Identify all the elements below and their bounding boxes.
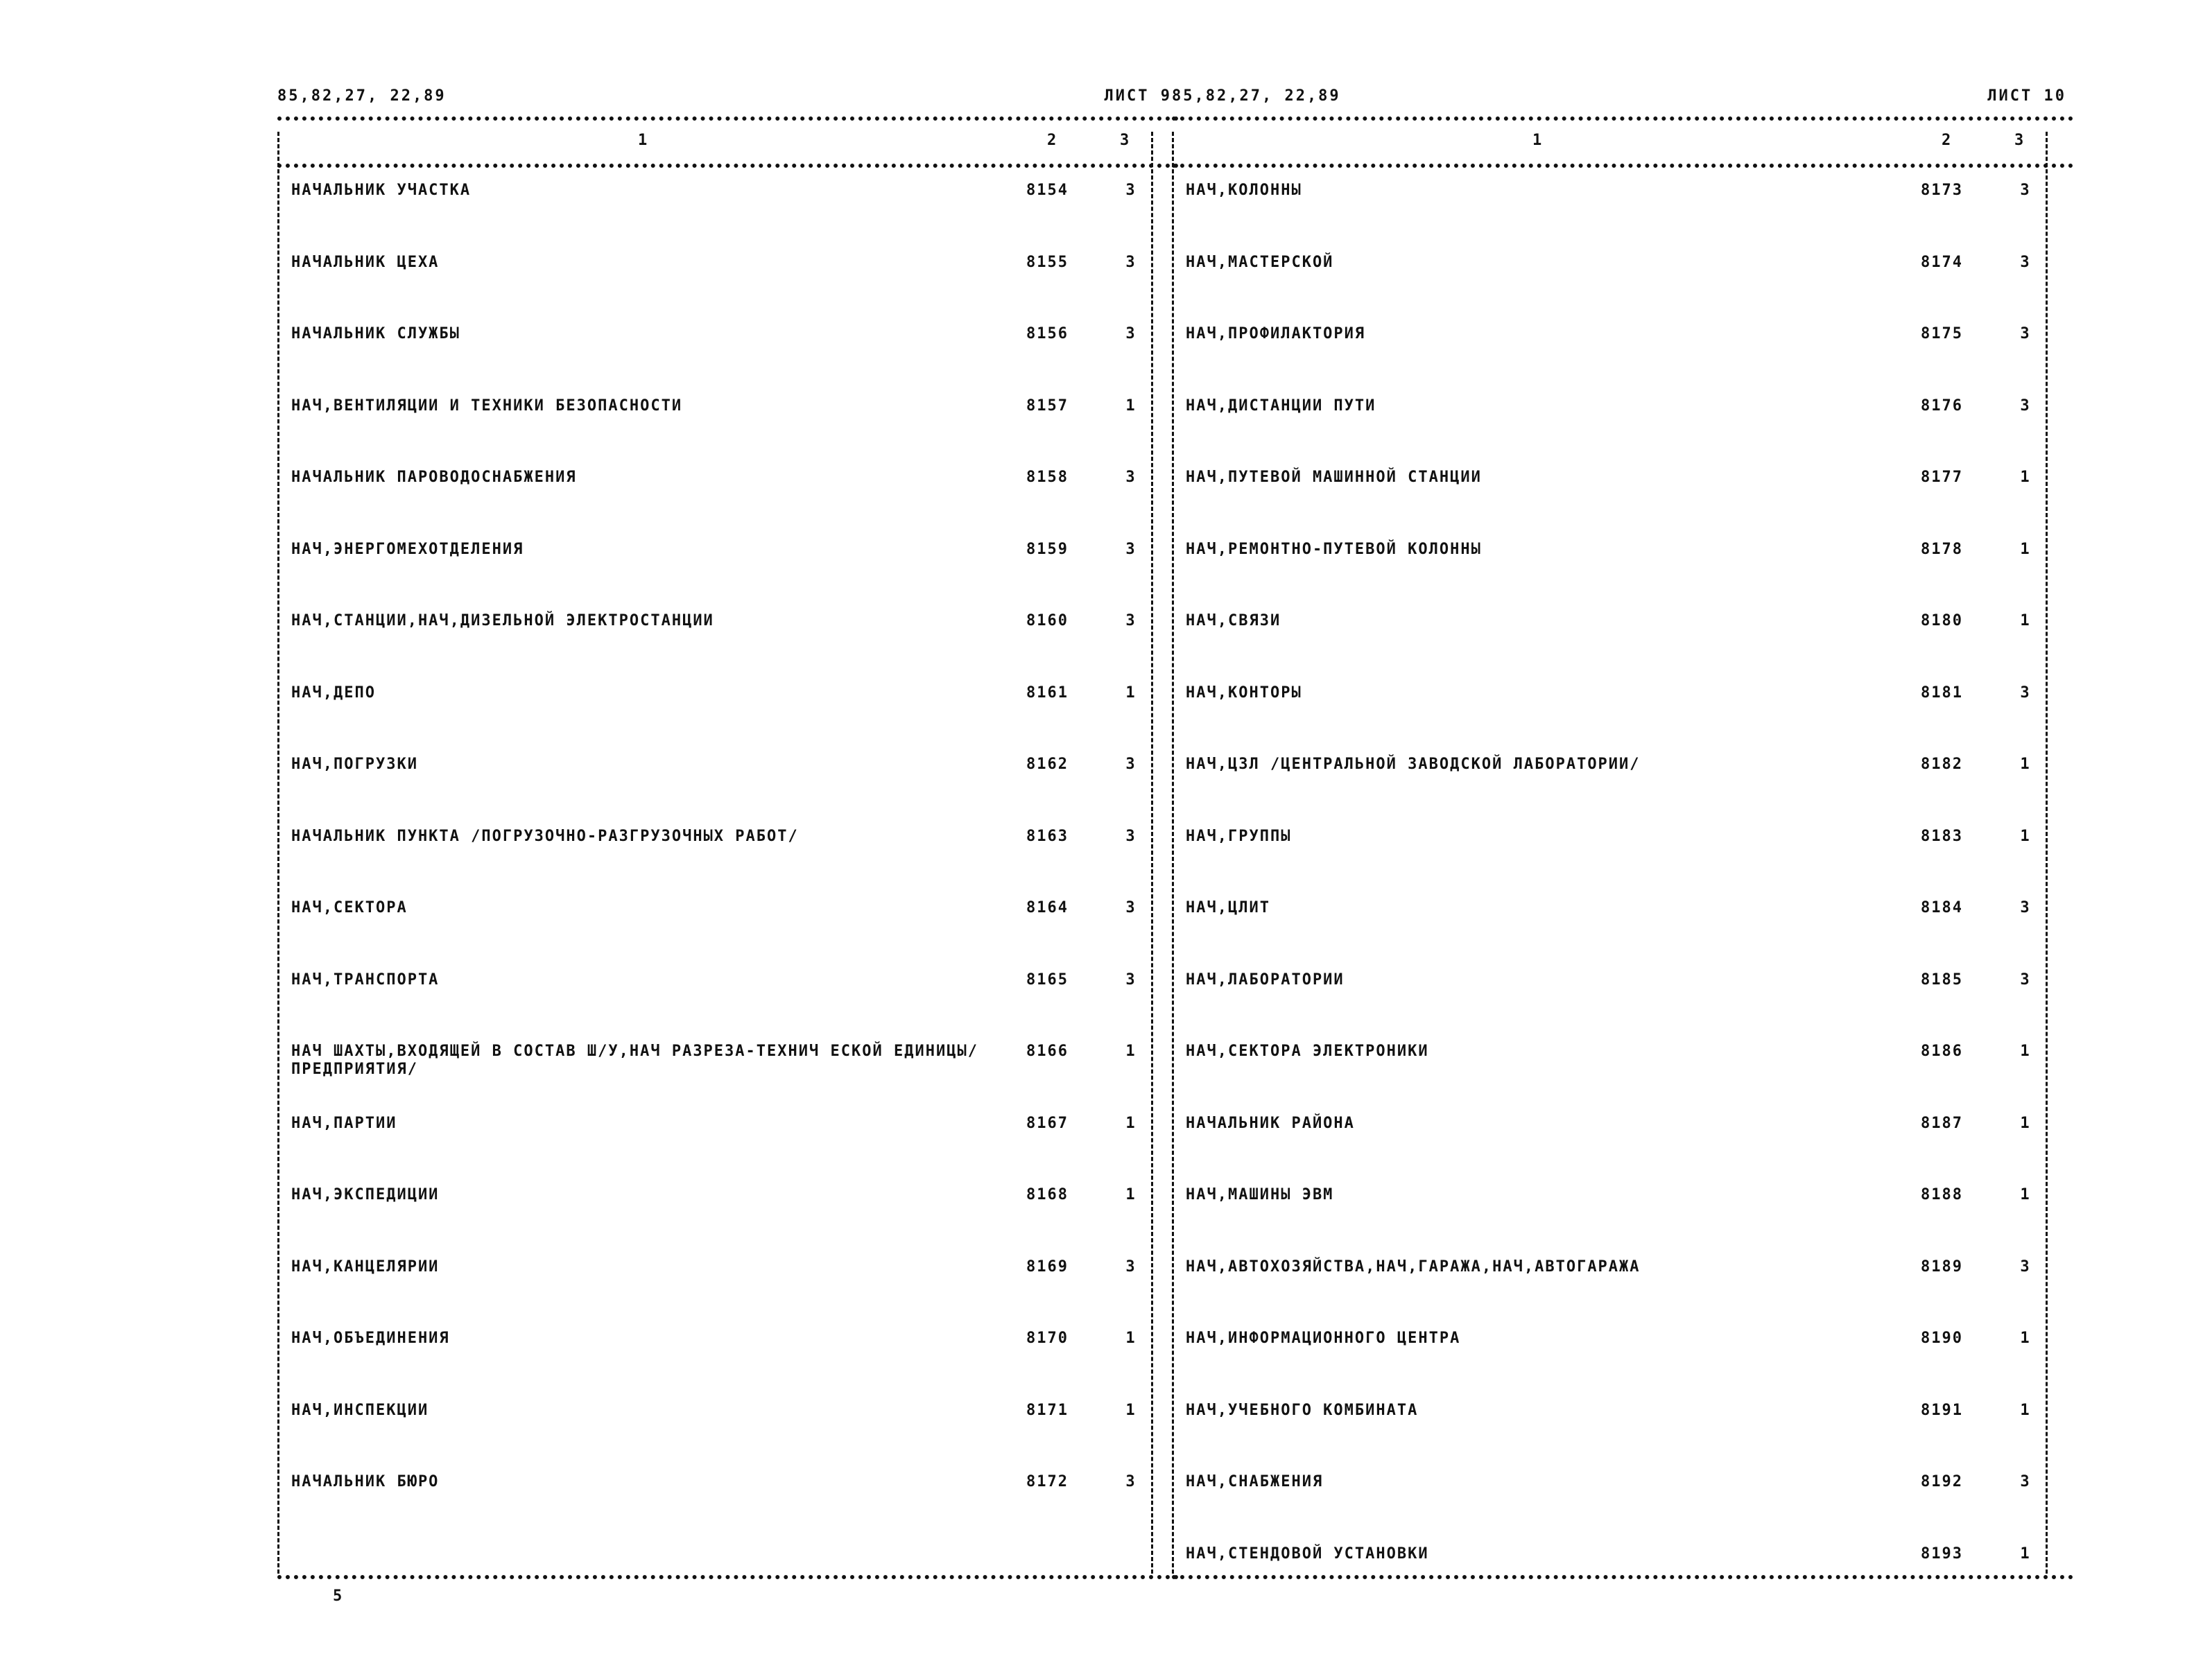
position-name: НАЧАЛЬНИК ПУНКТА /ПОГРУЗОЧНО-РАЗГРУЗОЧНЫХ РАБОТ/: [291, 827, 799, 845]
category-number: 3: [1125, 182, 1135, 199]
position-name: НАЧ,КАНЦЕЛЯРИИ: [291, 1258, 440, 1276]
position-name: НАЧ,ЦЛИТ: [1186, 899, 1270, 916]
column-header-1: 1: [638, 132, 648, 149]
category-number: 3: [1125, 899, 1135, 916]
category-number: 3: [2020, 899, 2030, 916]
category-number: 3: [2020, 1258, 2030, 1276]
position-name: НАЧ,ЭНЕРГОМЕХОТДЕЛЕНИЯ: [291, 540, 524, 558]
table-row: [1172, 1473, 2073, 1536]
category-number: 1: [1125, 1401, 1135, 1419]
table-row: [277, 828, 1179, 890]
table-row: [1172, 1115, 2073, 1177]
position-name: НАЧ,ГРУППЫ: [1186, 827, 1292, 845]
position-code: 8169: [1026, 1258, 1069, 1276]
position-code: 8158: [1026, 469, 1069, 486]
position-code: 8155: [1026, 253, 1069, 271]
sheet-number: ЛИСТ 10: [1987, 87, 2066, 105]
position-name: НАЧ,ТРАНСПОРТА: [291, 971, 440, 989]
position-name: НАЧАЛЬНИК ПАРОВОДОСНАБЖЕНИЯ: [291, 469, 577, 486]
position-code: 8165: [1026, 971, 1069, 989]
position-name: НАЧ,ОБЪЕДИНЕНИЯ: [291, 1330, 450, 1347]
position-code: 8185: [1921, 971, 1963, 989]
category-number: 3: [2020, 397, 2030, 415]
position-code: 8173: [1921, 182, 1963, 199]
column-header-2: 2: [1047, 132, 1057, 149]
position-name: НАЧ,КОЛОННЫ: [1186, 182, 1302, 199]
position-name: НАЧ ШАХТЫ,ВХОДЯЩЕЙ В СОСТАВ Ш/У,НАЧ РАЗРЕЗА-ТЕХНИЧ ЕСКОЙ ЕДИНИЦЫ/ПРЕДПРИЯТИЯ/: [291, 1043, 978, 1078]
footer-rule: [277, 1575, 1179, 1579]
footer-rule: [1172, 1575, 2073, 1579]
position-code: 8164: [1026, 899, 1069, 916]
position-code: 8184: [1921, 899, 1963, 916]
position-code: 8175: [1921, 325, 1963, 342]
table-row: [1172, 684, 2073, 747]
right-sheet: [1172, 0, 2073, 1594]
position-code: 8159: [1026, 540, 1069, 558]
table-row: [1172, 612, 2073, 675]
position-name: НАЧ,ПАРТИИ: [291, 1114, 397, 1132]
position-code: 8167: [1026, 1114, 1069, 1132]
category-number: 3: [2020, 684, 2030, 702]
position-name: НАЧ,МАШИНЫ ЭВМ: [1186, 1186, 1334, 1203]
header-rule-top: [277, 116, 1179, 121]
category-number: 1: [2020, 612, 2030, 629]
category-number: 1: [1125, 1330, 1135, 1347]
position-code: 8191: [1921, 1401, 1963, 1419]
table-row: [277, 254, 1179, 316]
sheet-number: ЛИСТ 9: [1104, 87, 1172, 105]
position-code: 8168: [1026, 1186, 1069, 1203]
category-number: 3: [1125, 469, 1135, 486]
table-row: [1172, 1186, 2073, 1249]
position-name: НАЧ,СТАНЦИИ,НАЧ,ДИЗЕЛЬНОЙ ЭЛЕКТРОСТАНЦИИ: [291, 612, 714, 629]
table-row: [1172, 254, 2073, 316]
table-row: [277, 1330, 1179, 1392]
category-number: 1: [2020, 540, 2030, 558]
position-name: НАЧ,ПОГРУЗКИ: [291, 756, 418, 773]
category-number: 1: [2020, 1545, 2030, 1563]
position-name: НАЧ,ДИСТАНЦИИ ПУТИ: [1186, 397, 1376, 415]
position-code: 8160: [1026, 612, 1069, 629]
position-code: 8190: [1921, 1330, 1963, 1347]
table-row: [1172, 828, 2073, 890]
category-number: 3: [1125, 1258, 1135, 1276]
category-number: 1: [2020, 827, 2030, 845]
position-name: НАЧ,ИНФОРМАЦИОННОГО ЦЕНТРА: [1186, 1330, 1461, 1347]
position-code: 8174: [1921, 253, 1963, 271]
table-row: [1172, 397, 2073, 460]
position-code: 8193: [1921, 1545, 1963, 1563]
table-row: [1172, 971, 2073, 1034]
category-number: 1: [1125, 684, 1135, 702]
table-row: [277, 1258, 1179, 1321]
position-name: НАЧАЛЬНИК БЮРО: [291, 1473, 440, 1490]
table-row: [1172, 1402, 2073, 1464]
category-number: 1: [2020, 1186, 2030, 1203]
table-row: [277, 899, 1179, 962]
column-header-2: 2: [1942, 132, 1951, 149]
table-row: [277, 1402, 1179, 1464]
position-name: НАЧ,ЦЗЛ /ЦЕНТРАЛЬНОЙ ЗАВОДСКОЙ ЛАБОРАТОРИИ/: [1186, 756, 1641, 773]
sheet-code: 85,82,27, 22,89: [1172, 87, 1341, 105]
position-name: НАЧ,КОНТОРЫ: [1186, 684, 1302, 702]
category-number: 3: [1125, 253, 1135, 271]
table-row: [277, 612, 1179, 675]
category-number: 1: [1125, 1114, 1135, 1132]
table-row: [1172, 1258, 2073, 1321]
category-number: 3: [1125, 540, 1135, 558]
column-header-3: 3: [1120, 132, 1130, 149]
position-code: 8180: [1921, 612, 1963, 629]
category-number: 3: [1125, 971, 1135, 989]
table-row: [277, 1115, 1179, 1177]
table-row: [1172, 1330, 2073, 1392]
position-name: НАЧ,СНАБЖЕНИЯ: [1186, 1473, 1324, 1490]
position-name: НАЧАЛЬНИК ЦЕХА: [291, 253, 440, 271]
category-number: 1: [2020, 1043, 2030, 1060]
table-row: [1172, 756, 2073, 818]
table-row: [1172, 325, 2073, 388]
position-code: 8186: [1921, 1043, 1963, 1060]
position-name: НАЧ,ДЕПО: [291, 684, 376, 702]
category-number: 1: [1125, 1186, 1135, 1203]
category-number: 1: [1125, 1043, 1135, 1060]
position-code: 8171: [1026, 1401, 1069, 1419]
position-code: 8166: [1026, 1043, 1069, 1060]
category-number: 1: [2020, 1401, 2030, 1419]
category-number: 1: [2020, 469, 2030, 486]
category-number: 1: [1125, 397, 1135, 415]
position-code: 8177: [1921, 469, 1963, 486]
sheet-code: 85,82,27, 22,89: [277, 87, 447, 105]
category-number: 3: [1125, 1473, 1135, 1490]
table-row: [277, 1043, 1179, 1105]
position-name: НАЧ,СВЯЗИ: [1186, 612, 1281, 629]
table-row: [277, 756, 1179, 818]
table-row: [1172, 182, 2073, 244]
category-number: 3: [1125, 756, 1135, 773]
position-code: 8178: [1921, 540, 1963, 558]
page-number: 5: [333, 1587, 343, 1605]
position-code: 8170: [1026, 1330, 1069, 1347]
table-row: [277, 397, 1179, 460]
column-header-3: 3: [2014, 132, 2024, 149]
left-sheet: [277, 0, 1179, 1594]
table-row: [277, 325, 1179, 388]
position-code: 8189: [1921, 1258, 1963, 1276]
table-row: [277, 684, 1179, 747]
column-header-1: 1: [1532, 132, 1542, 149]
category-number: 1: [2020, 1330, 2030, 1347]
position-code: 8188: [1921, 1186, 1963, 1203]
table-row: [277, 469, 1179, 531]
position-name: НАЧ,СЕКТОРА ЭЛЕКТРОНИКИ: [1186, 1043, 1429, 1060]
position-code: 8192: [1921, 1473, 1963, 1490]
table-row: [1172, 899, 2073, 962]
category-number: 3: [2020, 253, 2030, 271]
table-row: [277, 1473, 1179, 1536]
header-rule-top: [1172, 116, 2073, 121]
table-row: [1172, 469, 2073, 531]
position-name: НАЧ,РЕМОНТНО-ПУТЕВОЙ КОЛОННЫ: [1186, 540, 1482, 558]
position-code: 8154: [1026, 182, 1069, 199]
category-number: 1: [2020, 1114, 2030, 1132]
position-code: 8157: [1026, 397, 1069, 415]
position-name: НАЧАЛЬНИК РАЙОНА: [1186, 1114, 1355, 1132]
category-number: 3: [2020, 325, 2030, 342]
position-name: НАЧ,ВЕНТИЛЯЦИИ И ТЕХНИКИ БЕЗОПАСНОСТИ: [291, 397, 683, 415]
category-number: 3: [2020, 182, 2030, 199]
table-row: [277, 541, 1179, 603]
position-code: 8181: [1921, 684, 1963, 702]
category-number: 3: [2020, 971, 2030, 989]
position-code: 8161: [1026, 684, 1069, 702]
position-code: 8156: [1026, 325, 1069, 342]
position-name: НАЧ,АВТОХОЗЯЙСТВА,НАЧ,ГАРАЖА,НАЧ,АВТОГАРАЖА: [1186, 1258, 1641, 1276]
position-name: НАЧ,ЭКСПЕДИЦИИ: [291, 1186, 440, 1203]
position-name: НАЧ,УЧЕБНОГО КОМБИНАТА: [1186, 1401, 1419, 1419]
position-name: НАЧ,ПУТЕВОЙ МАШИННОЙ СТАНЦИИ: [1186, 469, 1482, 486]
position-code: 8182: [1921, 756, 1963, 773]
table-row: [1172, 1043, 2073, 1105]
category-number: 3: [1125, 827, 1135, 845]
position-name: НАЧ,СТЕНДОВОЙ УСТАНОВКИ: [1186, 1545, 1429, 1563]
category-number: 1: [2020, 756, 2030, 773]
position-name: НАЧ,СЕКТОРА: [291, 899, 408, 916]
category-number: 3: [1125, 325, 1135, 342]
position-code: 8187: [1921, 1114, 1963, 1132]
header-rule-bottom: [1172, 164, 2073, 168]
table-row: [277, 1186, 1179, 1249]
position-code: 8162: [1026, 756, 1069, 773]
table-row: [277, 182, 1179, 244]
category-number: 3: [1125, 612, 1135, 629]
position-name: НАЧ,ЛАБОРАТОРИИ: [1186, 971, 1345, 989]
position-code: 8163: [1026, 827, 1069, 845]
position-name: НАЧ,ИНСПЕКЦИИ: [291, 1401, 429, 1419]
position-name: НАЧАЛЬНИК СЛУЖБЫ: [291, 325, 460, 342]
position-code: 8172: [1026, 1473, 1069, 1490]
position-name: НАЧ,ПРОФИЛАКТОРИЯ: [1186, 325, 1366, 342]
header-rule-bottom: [277, 164, 1179, 168]
position-code: 8183: [1921, 827, 1963, 845]
position-name: НАЧ,МАСТЕРСКОЙ: [1186, 253, 1334, 271]
position-name: НАЧАЛЬНИК УЧАСТКА: [291, 182, 472, 199]
table-row: [1172, 541, 2073, 603]
category-number: 3: [2020, 1473, 2030, 1490]
position-code: 8176: [1921, 397, 1963, 415]
table-row: [277, 971, 1179, 1034]
